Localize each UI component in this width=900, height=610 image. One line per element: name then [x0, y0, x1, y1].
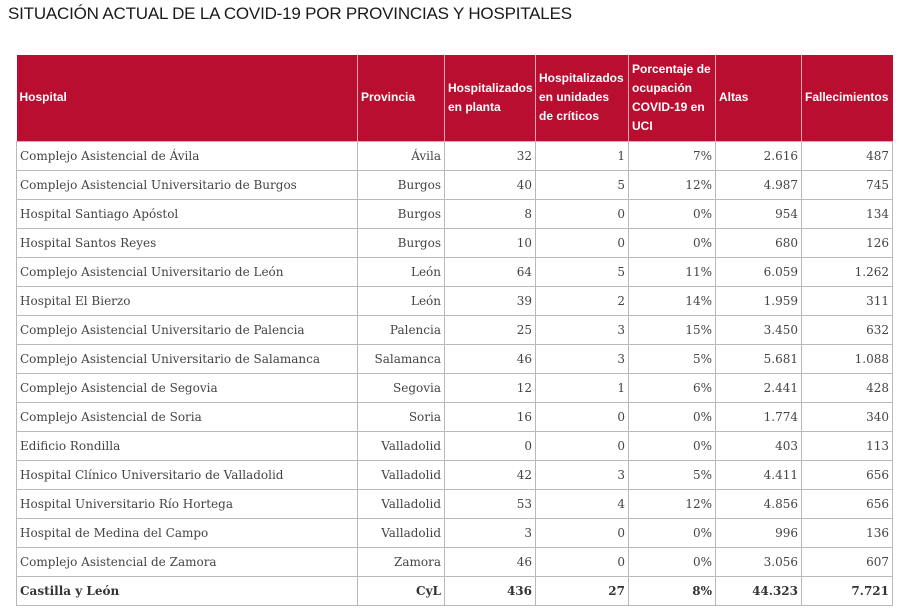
table-header-row — [17, 55, 893, 141]
column-header-fallecimientos: Fallecimientos — [802, 55, 893, 141]
table-row — [17, 431, 893, 460]
cell-altas: 2.441 — [716, 373, 802, 402]
cell-ocupacion-uci: 0% — [629, 402, 716, 431]
cell-altas: 5.681 — [716, 344, 802, 373]
cell-altas: 2.616 — [716, 141, 802, 170]
cell-criticos: 1 — [536, 373, 629, 402]
cell-fallecimientos: 1.088 — [802, 344, 893, 373]
cell-total-altas: 44.323 — [716, 576, 802, 605]
table-row — [17, 286, 893, 315]
cell-ocupacion-uci: 14% — [629, 286, 716, 315]
cell-total-fallecimientos: 7.721 — [802, 576, 893, 605]
table-row — [17, 402, 893, 431]
cell-criticos: 0 — [536, 518, 629, 547]
cell-fallecimientos: 134 — [802, 199, 893, 228]
cell-hospital: Complejo Asistencial de Soria — [17, 402, 358, 431]
cell-provincia: Soria — [358, 402, 445, 431]
cell-altas: 403 — [716, 431, 802, 460]
cell-planta: 39 — [445, 286, 536, 315]
cell-altas: 3.056 — [716, 547, 802, 576]
cell-altas: 1.959 — [716, 286, 802, 315]
cell-provincia: Zamora — [358, 547, 445, 576]
cell-provincia: Valladolid — [358, 518, 445, 547]
cell-criticos: 5 — [536, 257, 629, 286]
cell-provincia: Burgos — [358, 228, 445, 257]
cell-provincia: Ávila — [358, 141, 445, 170]
cell-ocupacion-uci: 6% — [629, 373, 716, 402]
column-header-altas: Altas — [716, 55, 802, 141]
cell-hospital: Hospital Santiago Apóstol — [17, 199, 358, 228]
cell-criticos: 3 — [536, 344, 629, 373]
cell-total-ocupacion-uci: 8% — [629, 576, 716, 605]
cell-ocupacion-uci: 0% — [629, 199, 716, 228]
cell-criticos: 0 — [536, 402, 629, 431]
cell-hospital: Hospital de Medina del Campo — [17, 518, 358, 547]
cell-ocupacion-uci: 0% — [629, 228, 716, 257]
table-row — [17, 344, 893, 373]
cell-ocupacion-uci: 12% — [629, 170, 716, 199]
cell-altas: 4.987 — [716, 170, 802, 199]
cell-fallecimientos: 487 — [802, 141, 893, 170]
cell-hospital: Complejo Asistencial Universitario de Burgos — [17, 170, 358, 199]
table-row — [17, 489, 893, 518]
table-row — [17, 315, 893, 344]
cell-ocupacion-uci: 0% — [629, 518, 716, 547]
cell-ocupacion-uci: 5% — [629, 344, 716, 373]
cell-criticos: 3 — [536, 315, 629, 344]
cell-planta: 46 — [445, 344, 536, 373]
cell-fallecimientos: 745 — [802, 170, 893, 199]
cell-provincia: Segovia — [358, 373, 445, 402]
cell-planta: 10 — [445, 228, 536, 257]
cell-criticos: 0 — [536, 547, 629, 576]
cell-fallecimientos: 428 — [802, 373, 893, 402]
cell-provincia: Salamanca — [358, 344, 445, 373]
cell-planta: 64 — [445, 257, 536, 286]
cell-ocupacion-uci: 0% — [629, 547, 716, 576]
cell-altas: 6.059 — [716, 257, 802, 286]
column-header-hospitalizados-criticos: Hospitalizados en unidades de críticos — [536, 55, 629, 141]
cell-criticos: 0 — [536, 199, 629, 228]
table-row — [17, 141, 893, 170]
cell-fallecimientos: 340 — [802, 402, 893, 431]
cell-fallecimientos: 1.262 — [802, 257, 893, 286]
column-header-hospital: Hospital — [17, 55, 358, 141]
cell-hospital: Complejo Asistencial Universitario de Palencia — [17, 315, 358, 344]
cell-altas: 4.856 — [716, 489, 802, 518]
cell-ocupacion-uci: 7% — [629, 141, 716, 170]
cell-hospital: Edificio Rondilla — [17, 431, 358, 460]
page-title: SITUACIÓN ACTUAL DE LA COVID-19 POR PROVINCIAS Y HOSPITALES — [8, 4, 572, 23]
cell-provincia: León — [358, 257, 445, 286]
cell-provincia: Burgos — [358, 170, 445, 199]
cell-planta: 42 — [445, 460, 536, 489]
cell-criticos: 0 — [536, 228, 629, 257]
cell-total-provincia: CyL — [358, 576, 445, 605]
table-row — [17, 228, 893, 257]
cell-hospital: Complejo Asistencial de Ávila — [17, 141, 358, 170]
cell-provincia: León — [358, 286, 445, 315]
cell-altas: 1.774 — [716, 402, 802, 431]
table-row — [17, 170, 893, 199]
cell-fallecimientos: 136 — [802, 518, 893, 547]
table-row — [17, 460, 893, 489]
cell-criticos: 4 — [536, 489, 629, 518]
cell-criticos: 3 — [536, 460, 629, 489]
cell-criticos: 2 — [536, 286, 629, 315]
cell-total-hospital: Castilla y León — [17, 576, 358, 605]
cell-planta: 46 — [445, 547, 536, 576]
cell-ocupacion-uci: 15% — [629, 315, 716, 344]
cell-planta: 32 — [445, 141, 536, 170]
cell-criticos: 1 — [536, 141, 629, 170]
cell-fallecimientos: 311 — [802, 286, 893, 315]
cell-planta: 53 — [445, 489, 536, 518]
cell-hospital: Hospital Santos Reyes — [17, 228, 358, 257]
cell-fallecimientos: 632 — [802, 315, 893, 344]
cell-planta: 25 — [445, 315, 536, 344]
cell-ocupacion-uci: 12% — [629, 489, 716, 518]
cell-planta: 12 — [445, 373, 536, 402]
cell-altas: 3.450 — [716, 315, 802, 344]
cell-ocupacion-uci: 5% — [629, 460, 716, 489]
cell-planta: 3 — [445, 518, 536, 547]
cell-planta: 8 — [445, 199, 536, 228]
cell-provincia: Valladolid — [358, 431, 445, 460]
cell-provincia: Valladolid — [358, 460, 445, 489]
column-header-ocupacion-uci: Porcentaje de ocupación COVID-19 en UCI — [629, 55, 716, 141]
cell-fallecimientos: 656 — [802, 489, 893, 518]
table-row — [17, 257, 893, 286]
covid-hospitals-table — [16, 55, 893, 606]
cell-planta: 16 — [445, 402, 536, 431]
cell-hospital: Hospital El Bierzo — [17, 286, 358, 315]
table-row — [17, 199, 893, 228]
column-header-hospitalizados-planta: Hospitalizados en planta — [445, 55, 536, 141]
column-header-provincia: Provincia — [358, 55, 445, 141]
cell-criticos: 5 — [536, 170, 629, 199]
cell-planta: 0 — [445, 431, 536, 460]
table-row — [17, 518, 893, 547]
cell-total-criticos: 27 — [536, 576, 629, 605]
cell-altas: 680 — [716, 228, 802, 257]
table-row — [17, 547, 893, 576]
cell-hospital: Complejo Asistencial de Zamora — [17, 547, 358, 576]
cell-criticos: 0 — [536, 431, 629, 460]
cell-provincia: Valladolid — [358, 489, 445, 518]
cell-fallecimientos: 113 — [802, 431, 893, 460]
table-total-row — [17, 576, 893, 605]
cell-ocupacion-uci: 0% — [629, 431, 716, 460]
cell-ocupacion-uci: 11% — [629, 257, 716, 286]
cell-altas: 996 — [716, 518, 802, 547]
cell-fallecimientos: 656 — [802, 460, 893, 489]
cell-provincia: Palencia — [358, 315, 445, 344]
cell-hospital: Complejo Asistencial Universitario de Salamanca — [17, 344, 358, 373]
cell-fallecimientos: 126 — [802, 228, 893, 257]
table-row — [17, 373, 893, 402]
cell-hospital: Complejo Asistencial Universitario de León — [17, 257, 358, 286]
cell-altas: 4.411 — [716, 460, 802, 489]
cell-hospital: Complejo Asistencial de Segovia — [17, 373, 358, 402]
cell-altas: 954 — [716, 199, 802, 228]
cell-planta: 40 — [445, 170, 536, 199]
cell-hospital: Hospital Universitario Río Hortega — [17, 489, 358, 518]
cell-hospital: Hospital Clínico Universitario de Valladolid — [17, 460, 358, 489]
cell-provincia: Burgos — [358, 199, 445, 228]
cell-total-planta: 436 — [445, 576, 536, 605]
cell-fallecimientos: 607 — [802, 547, 893, 576]
